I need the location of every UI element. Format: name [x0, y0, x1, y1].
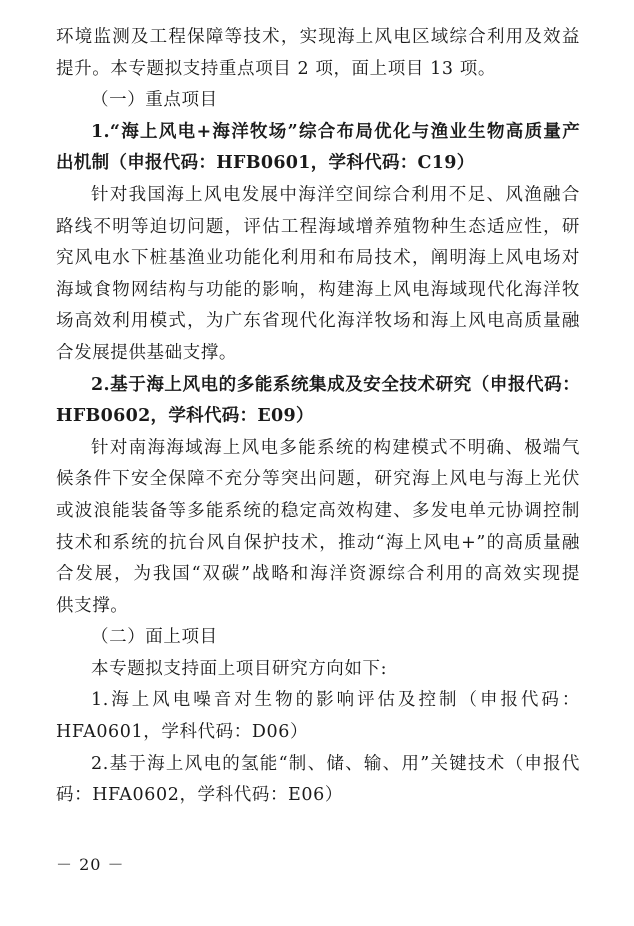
section-key-heading: （一）重点项目: [91, 90, 218, 111]
general-item2-line-1: 2.基于海上风电的氢能“制、储、输、用”关键技术（申报代: [91, 753, 580, 774]
general-item2-line-2: 码：HFA0602，学科代码：E06）: [56, 785, 343, 806]
project1-title-line-2: 出机制（申报代码：HFB0601，学科代码：C19）: [56, 153, 475, 174]
project2-title-line-2: HFB0602，学科代码：E09）: [56, 406, 314, 427]
project2-body-line-3: 或波浪能装备等多能系统的稳定高效构建、多发电单元协调控制: [56, 500, 580, 521]
general-item1-line-2: HFA0601，学科代码：D06）: [56, 722, 309, 743]
project2-body-line-6: 供支撑。: [56, 595, 129, 616]
section-general-heading: （二）面上项目: [91, 627, 218, 648]
project1-body-line-6: 合发展提供基础支撑。: [56, 342, 237, 363]
project1-body-line-2: 路线不明等迫切问题，评估工程海域增养殖物种生态适应性，研: [56, 216, 580, 237]
project2-body-line-2: 候条件下安全保障不充分等突出问题，研究海上风电与海上光伏: [56, 469, 580, 490]
project2-body-line-5: 合发展，为我国“双碳”战略和海洋资源综合利用的高效实现提: [56, 564, 580, 585]
intro-line-2: 提升。本专题拟支持重点项目 2 项，面上项目 13 项。: [56, 58, 496, 79]
project1-body-line-1: 针对我国海上风电发展中海洋空间综合利用不足、风渔融合: [91, 184, 580, 205]
intro-line-1: 环境监测及工程保障等技术，实现海上风电区域综合利用及效益: [56, 27, 580, 47]
project1-body-line-5: 场高效利用模式，为广东省现代化海洋牧场和海上风电高质量融: [56, 311, 580, 332]
project2-title-line-1: 2.基于海上风电的多能系统集成及安全技术研究（申报代码：: [91, 374, 580, 395]
general-item1-line-1: 1.海上风电噪音对生物的影响评估及控制（申报代码：: [91, 690, 580, 711]
project1-title-line-1: 1.“海上风电+海洋牧场”综合布局优化与渔业生物高质量产: [91, 121, 580, 142]
project1-body-line-3: 究风电水下桩基渔业功能化利用和布局技术，阐明海上风电场对: [56, 248, 580, 269]
page-number: － 20 －: [56, 855, 125, 874]
document-page: [56, 22, 580, 812]
project1-body-line-4: 海域食物网结构与功能的影响，构建海上风电海域现代化海洋牧: [56, 279, 580, 300]
project2-body-line-1: 针对南海海域海上风电多能系统的构建模式不明确、极端气: [91, 437, 580, 458]
project2-body-line-4: 技术和系统的抗台风自保护技术，推动“海上风电+”的高质量融: [56, 532, 580, 553]
section-general-intro: 本专题拟支持面上项目研究方向如下:: [91, 658, 388, 679]
